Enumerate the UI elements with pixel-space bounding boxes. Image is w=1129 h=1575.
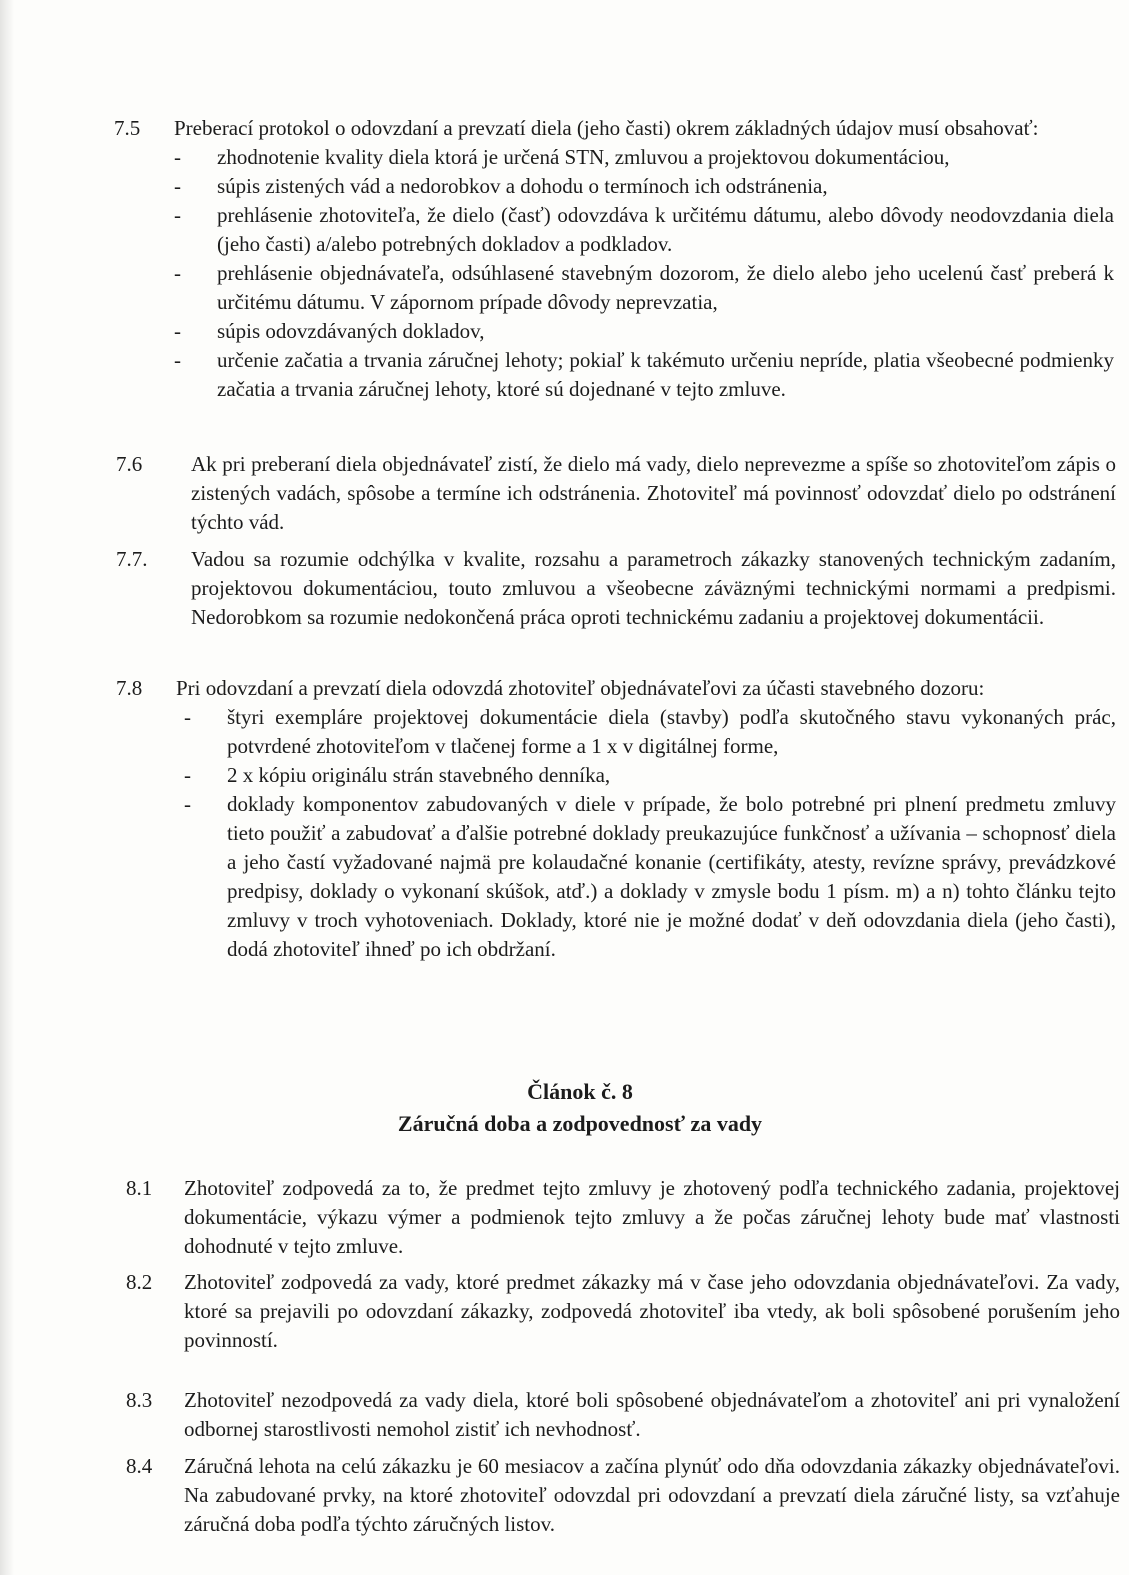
dash-bullet: - <box>184 763 191 787</box>
article-subtitle: Záručná doba a zodpovednosť za vady <box>397 1111 763 1136</box>
section-8-4 <box>126 1452 1120 1539</box>
section-body <box>176 674 1116 964</box>
section-number: 8.2 <box>126 1270 153 1294</box>
section-7-5 <box>114 114 1114 404</box>
list-item <box>184 703 1116 761</box>
list-item <box>174 317 1114 346</box>
list-item <box>174 143 1114 172</box>
dash-bullet: - <box>174 348 181 372</box>
section-text: Zhotoviteľ nezodpovedá za vady diela, ktoré boli spôsobené objednávateľom a zhotoviteľ ani pri vynaložení odbornej starostlivosti nemohol zistiť ich nevhodnosť. <box>184 1388 1120 1441</box>
list-item-text: doklady komponentov zabudovaných v diele v prípade, že bolo potrebné pri plnení predmetu zmluvy tieto použiť a zabudovať a ďalšie potrebné doklady preukazujúce funkčnosť a užívania – schopnosť diela a jeho častí vyžadované najmä pre kolaudačné konanie (certifikáty, atesty, revízne správy, prevádzkové predpisy, doklady o vykonaní skúšok, atď.) a doklady v zmysle bodu 1 písm. m) a n) tohto článku tejto zmluvy v troch vyhotoveniach. Doklady, ktoré nie je možné dodať v deň odovzdania diela (jeho časti), dodá zhotoviteľ ihneď po ich obdržaní. <box>227 792 1116 961</box>
section-text: Vadou sa rozumie odchýlka v kvalite, rozsahu a parametroch zákazky stanovených technickým zadaním, projektovou dokumentáciou, touto zmluvou a všeobecne záväznými technickými normami a predpismi. Nedorobkom sa rozumie nedokončená práca oproti technickému zadaniu a projektovej dokumentácii. <box>191 547 1116 629</box>
list-item <box>174 172 1114 201</box>
dash-bullet: - <box>174 261 181 285</box>
bullet-list <box>174 143 1114 404</box>
section-intro: Preberací protokol o odovzdaní a prevzatí diela (jeho časti) okrem základných údajov musí obsahovať: <box>174 116 1039 140</box>
dash-bullet: - <box>174 319 181 343</box>
bullet-list <box>184 703 1116 964</box>
section-number: 8.3 <box>126 1388 153 1412</box>
article-title: Článok č. 8 <box>527 1079 633 1104</box>
section-text: Záručná lehota na celú zákazku je 60 mesiacov a začína plynúť odo dňa odovzdania zákazky objednávateľovi. Na zabudované prvky, na ktoré zhotoviteľ odovzdal pri odovzdaní a prevzatí diela záručné listy, sa vzťahuje záručná doba podľa týchto záručných listov. <box>184 1454 1120 1536</box>
article-heading <box>300 1076 860 1140</box>
list-item <box>184 790 1116 964</box>
dash-bullet: - <box>174 203 181 227</box>
list-item-text: zhodnotenie kvality diela ktorá je určená STN, zmluvou a projektovou dokumentáciou, <box>217 145 950 169</box>
section-number: 7.6 <box>116 452 143 476</box>
list-item-text: prehlásenie objednávateľa, odsúhlasené stavebným dozorom, že dielo alebo jeho ucelenú časť preberá k určitému dátumu. V zápornom prípade dôvody neprevzatia, <box>217 261 1114 314</box>
section-7-7 <box>116 545 1116 632</box>
section-8-3 <box>126 1386 1120 1444</box>
section-intro: Pri odovzdaní a prevzatí diela odovzdá zhotoviteľ objednávateľovi za účasti stavebného dozoru: <box>176 676 985 700</box>
list-item-text: 2 x kópiu originálu strán stavebného denníka, <box>227 763 611 787</box>
dash-bullet: - <box>184 792 191 816</box>
list-item-text: určenie začatia a trvania záručnej lehoty; pokiaľ k takémuto určeniu nepríde, platia všeobecné podmienky začatia a trvania záručnej lehoty, ktoré sú dojednané v tejto zmluve. <box>217 348 1114 401</box>
section-7-6 <box>116 450 1116 537</box>
list-item-text: súpis odovzdávaných dokladov, <box>217 319 485 343</box>
section-8-1 <box>126 1174 1120 1261</box>
list-item <box>174 346 1114 404</box>
list-item-text: súpis zistených vád a nedorobkov a dohodu o termínoch ich odstránenia, <box>217 174 828 198</box>
section-number: 8.1 <box>126 1176 153 1200</box>
section-text: Zhotoviteľ zodpovedá za to, že predmet tejto zmluvy je zhotovený podľa technického zadania, projektovej dokumentácie, výkazu výmer a podmienok tejto zmluvy a že počas záručnej lehoty bude mať vlastnosti dohodnuté v tejto zmluve. <box>184 1176 1120 1258</box>
dash-bullet: - <box>174 145 181 169</box>
section-number: 7.8 <box>116 676 143 700</box>
list-item-text: štyri exempláre projektovej dokumentácie diela (stavby) podľa skutočného stavu vykonaných prác, potvrdené zhotoviteľom v tlačenej forme a 1 x v digitálnej forme, <box>227 705 1116 758</box>
section-number: 8.4 <box>126 1454 153 1478</box>
section-body <box>174 114 1114 404</box>
list-item-text: prehlásenie zhotoviteľa, že dielo (časť) odovzdáva k určitému dátumu, alebo dôvody neodovzdania diela (jeho časti) a/alebo potrebných dokladov a podkladov. <box>217 203 1114 256</box>
dash-bullet: - <box>174 174 181 198</box>
section-text: Ak pri preberaní diela objednávateľ zistí, že dielo má vady, dielo neprevezme a spíše so zhotoviteľom zápis o zistených vadách, spôsobe a termíne ich odstránenia. Zhotoviteľ má povinnosť odovzdať dielo po odstránení týchto vád. <box>191 452 1116 534</box>
dash-bullet: - <box>184 705 191 729</box>
list-item <box>184 761 1116 790</box>
section-7-8 <box>116 674 1116 964</box>
section-number: 7.7. <box>116 547 148 571</box>
section-number: 7.5 <box>114 116 141 140</box>
section-text: Zhotoviteľ zodpovedá za vady, ktoré predmet zákazky má v čase jeho odovzdania objednávateľovi. Za vady, ktoré sa prejavili po odovzdaní zákazky, zodpovedá zhotoviteľ iba vtedy, ak boli spôsobené porušením jeho povinností. <box>184 1270 1120 1352</box>
scan-edge-shadow <box>0 0 14 1575</box>
list-item <box>174 201 1114 259</box>
list-item <box>174 259 1114 317</box>
section-8-2 <box>126 1268 1120 1355</box>
